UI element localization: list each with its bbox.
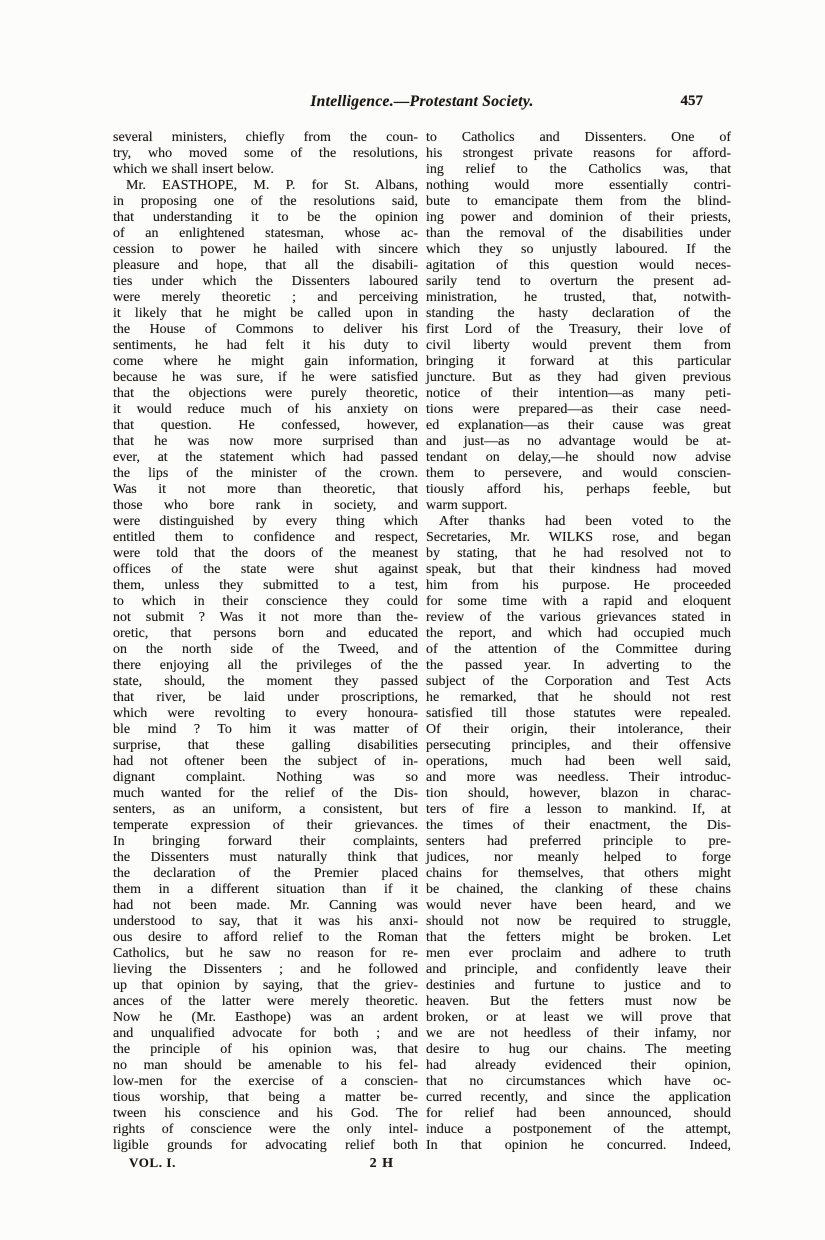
text-line: destinies and furtune to justice and to (426, 978, 731, 993)
text-line: pleasure and hope, that all the disabili- (113, 258, 418, 273)
text-line: that the objections were purely theoretic, (113, 386, 418, 401)
text-line: ligible grounds for advocating relief both (113, 1138, 418, 1153)
text-line: rights of conscience were the only intel- (113, 1122, 418, 1137)
text-line: chains for themselves, that others might (426, 866, 731, 881)
text-line: for relief had been announced, should (426, 1106, 731, 1121)
text-line: were merely theoretic ; and perceiving (113, 290, 418, 305)
text-line: persecuting principles, and their offensive (426, 738, 731, 753)
running-header (113, 93, 731, 113)
text-line: several ministers, chiefly from the coun- (113, 130, 418, 145)
text-line: induce a postponement of the attempt, (426, 1122, 731, 1137)
text-line: dignant complaint. Nothing was so (113, 770, 418, 785)
text-line: ever, at the statement which had passed (113, 450, 418, 465)
text-line: surprise, that these galling disabilities (113, 738, 418, 753)
text-line: heaven. But the fetters must now be (426, 994, 731, 1009)
text-line: ous desire to afford relief to the Roman (113, 930, 418, 945)
text-line: tween his conscience and his God. The (113, 1106, 418, 1121)
text-line: of the attention of the Committee during (426, 642, 731, 657)
text-line: and principle, and confidently leave their (426, 962, 731, 977)
text-line: that the fetters might be broken. Let (426, 930, 731, 945)
text-line: first Lord of the Treasury, their love of (426, 322, 731, 337)
text-line: in proposing one of the resolutions said, (113, 194, 418, 209)
text-line: sarily tend to overturn the present ad- (426, 274, 731, 289)
text-line: broken, or at least we will prove that (426, 1010, 731, 1025)
text-line: the House of Commons to deliver his (113, 322, 418, 337)
text-line: entitled them to confidence and respect, (113, 530, 418, 545)
text-line: the times of their enactment, the Dis- (426, 818, 731, 833)
text-line: and just—as no advantage would be at- (426, 434, 731, 449)
text-line: ed explanation—as their cause was great (426, 418, 731, 433)
text-line: by stating, that he had resolved not to (426, 546, 731, 561)
text-line: his strongest private reasons for afford- (426, 146, 731, 161)
left-column (113, 130, 418, 1171)
text-line: tiously afford his, perhaps feeble, but (426, 482, 731, 497)
text-line: for some time with a rapid and eloquent (426, 594, 731, 609)
text-line: not submit ? Was it not more than the- (113, 610, 418, 625)
text-line: judices, nor meanly helped to forge (426, 850, 731, 865)
text-line: there enjoying all the privileges of the (113, 658, 418, 673)
text-line: that question. He confessed, however, (113, 418, 418, 433)
text-line: desire to hug our chains. The meeting (426, 1042, 731, 1057)
text-line: tendant on delay,—he should now advise (426, 450, 731, 465)
text-line: Secretaries, Mr. WILKS rose, and began (426, 530, 731, 545)
text-line: he remarked, that he should not rest (426, 690, 731, 705)
text-line: that no circumstances which have oc- (426, 1074, 731, 1089)
text-line: review of the various grievances stated in (426, 610, 731, 625)
text-line: subject of the Corporation and Test Acts (426, 674, 731, 689)
text-line: had already evidenced their opinion, (426, 1058, 731, 1073)
text-line: ters of fire a lesson to mankind. If, at (426, 802, 731, 817)
text-line: come where he might gain information, (113, 354, 418, 369)
text-line: we are not heedless of their infamy, nor (426, 1026, 731, 1041)
text-line: curred recently, and since the application (426, 1090, 731, 1105)
text-line: no man should be amenable to his fel- (113, 1058, 418, 1073)
text-line: the passed year. In adverting to the (426, 658, 731, 673)
text-line: ties under which the Dissenters laboured (113, 274, 418, 289)
text-line: senters, as an uniform, a consistent, but (113, 802, 418, 817)
text-line: In bringing forward their complaints, (113, 834, 418, 849)
text-line: speak, but that their kindness had moved (426, 562, 731, 577)
text-line: should not now be required to struggle, (426, 914, 731, 929)
text-line: because he was sure, if he were satisfied (113, 370, 418, 385)
text-line: Was it not more than theoretic, that (113, 482, 418, 497)
text-line: cession to power he hailed with sincere (113, 242, 418, 257)
text-line: senters had preferred principle to pre- (426, 834, 731, 849)
column-footer (113, 1155, 418, 1171)
text-line: temperate expression of their grievances. (113, 818, 418, 833)
text-line: were distinguished by every thing which (113, 514, 418, 529)
text-line: operations, much had been well said, (426, 754, 731, 769)
text-line: that river, be laid under proscriptions, (113, 690, 418, 705)
text-line: state, should, the moment they passed (113, 674, 418, 689)
text-line: which they so unjustly laboured. If the (426, 242, 731, 257)
text-line: had not been made. Mr. Canning was (113, 898, 418, 913)
text-line: bute to emancipate them from the blind- (426, 194, 731, 209)
text-line: to which in their conscience they could (113, 594, 418, 609)
text-line: nothing would more essentially contri- (426, 178, 731, 193)
text-line: them, unless they submitted to a test, (113, 578, 418, 593)
text-line: ing power and dominion of their priests, (426, 210, 731, 225)
text-line: those who bore rank in society, and (113, 498, 418, 513)
text-line: on the north side of the Tweed, and (113, 642, 418, 657)
text-line: which we shall insert below. (113, 162, 274, 177)
text-line: try, who moved some of the resolutions, (113, 146, 418, 161)
text-line: and unqualified advocate for both ; and (113, 1026, 418, 1041)
text-line: juncture. But as they had given previous (426, 370, 731, 385)
text-line: After thanks had been voted to the (439, 514, 731, 529)
text-line: low-men for the exercise of a conscien- (113, 1074, 418, 1089)
volume-label: VOL. I. (129, 1155, 176, 1170)
text-line: lieving the Dissenters ; and he followed (113, 962, 418, 977)
text-line: had not oftener been the subject of in- (113, 754, 418, 769)
text-line: and more was needless. Their introduc- (426, 770, 731, 785)
text-line: ble mind ? To him it was matter of (113, 722, 418, 737)
text-line: the report, and which had occupied much (426, 626, 731, 641)
text-line: agitation of this question would neces- (426, 258, 731, 273)
text-line: him from his purpose. He proceeded (426, 578, 731, 593)
text-line: Catholics, but he saw no reason for re- (113, 946, 418, 961)
text-line: to Catholics and Dissenters. One of (426, 130, 731, 145)
text-line: ministration, he trusted, that, notwith- (426, 290, 731, 305)
text-line: standing the hasty declaration of the (426, 306, 731, 321)
text-line: offices of the state were shut against (113, 562, 418, 577)
text-line: tious worship, that being a matter be- (113, 1090, 418, 1105)
signature-mark: 2 H (369, 1156, 394, 1171)
text-line: up that opinion by saying, that the griev- (113, 978, 418, 993)
text-line: bringing it forward at this particular (426, 354, 731, 369)
text-line: oretic, that persons born and educated (113, 626, 418, 641)
text-line: sentiments, he had felt it his duty to (113, 338, 418, 353)
text-line: notice of their intention—as many peti- (426, 386, 731, 401)
text-line: them to persevere, and would conscien- (426, 466, 731, 481)
text-line: the principle of his opinion was, that (113, 1042, 418, 1057)
text-line: that he was now more surprised than (113, 434, 418, 449)
text-line: than the removal of the disabilities under (426, 226, 731, 241)
text-line: which were revolting to every honoura- (113, 706, 418, 721)
text-line: warm support. (426, 498, 508, 513)
text-line: ing relief to the Catholics was, that (426, 162, 731, 177)
text-line: that understanding it to be the opinion (113, 210, 418, 225)
text-line: Mr. EASTHOPE, M. P. for St. Albans, (126, 178, 418, 193)
text-line: the Dissenters must naturally think that (113, 850, 418, 865)
text-line: would never have been heard, and we (426, 898, 731, 913)
right-column (426, 130, 731, 1171)
text-line: were told that the doors of the meanest (113, 546, 418, 561)
text-line: civil liberty would prevent them from (426, 338, 731, 353)
text-line: the declaration of the Premier placed (113, 866, 418, 881)
running-header-title: Intelligence.—Protestant Society. (310, 93, 534, 110)
text-line: ances of the latter were merely theoretic. (113, 994, 418, 1009)
text-line: Now he (Mr. Easthope) was an ardent (113, 1010, 418, 1025)
text-line: tions were prepared—as their case need- (426, 402, 731, 417)
text-line: understood to say, that it was his anxi- (113, 914, 418, 929)
text-line: the lips of the minister of the crown. (113, 466, 418, 481)
text-line: much wanted for the relief of the Dis- (113, 786, 418, 801)
text-line: Of their origin, their intolerance, their (426, 722, 731, 737)
text-line: them in a different situation than if it (113, 882, 418, 897)
text-line: In that opinion he concurred. Indeed, (426, 1138, 731, 1153)
text-line: be chained, the clanking of these chains (426, 882, 731, 897)
page-number: 457 (680, 93, 703, 109)
text-line: it likely that he might be called upon in (113, 306, 418, 321)
text-line: satisfied till those statutes were repealed. (426, 706, 731, 721)
text-line: men ever proclaim and adhere to truth (426, 946, 731, 961)
text-line: it would reduce much of his anxiety on (113, 402, 418, 417)
text-line: of an enlightened statesman, whose ac- (113, 226, 418, 241)
text-line: tion should, however, blazon in charac- (426, 786, 731, 801)
two-column-text-body (113, 130, 731, 1171)
